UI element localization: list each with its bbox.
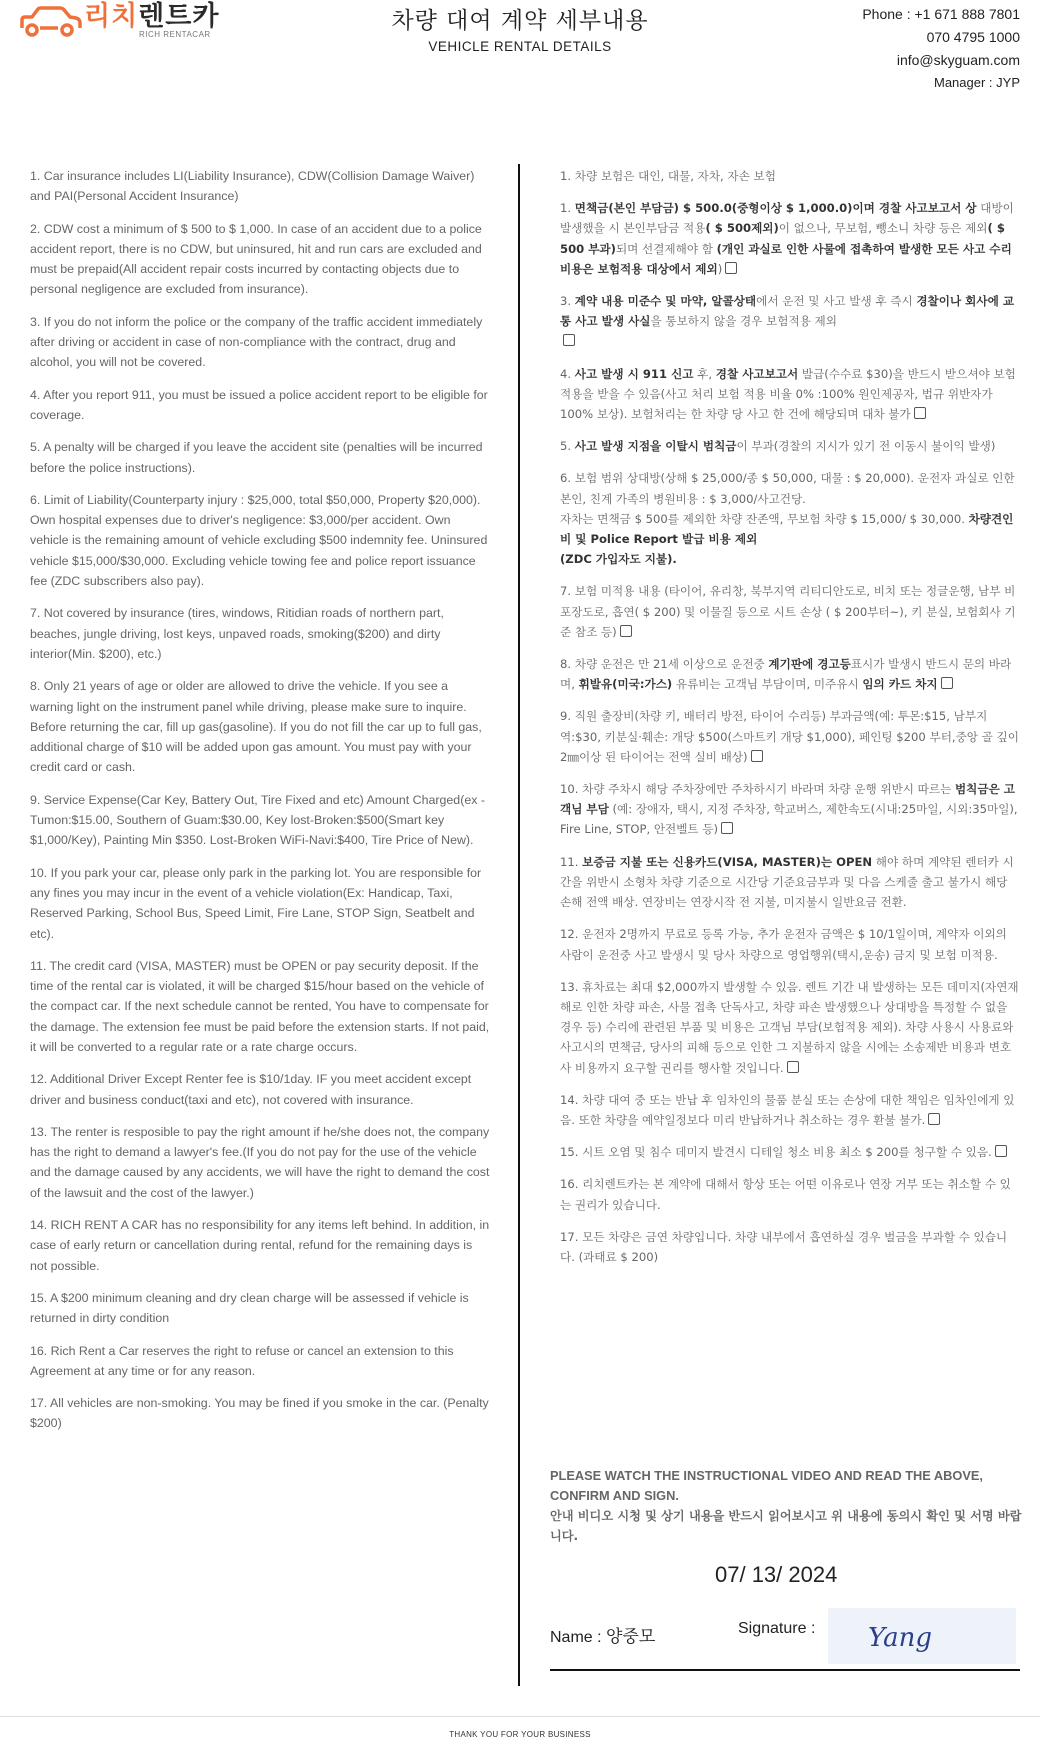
agree-checkbox[interactable]: [721, 822, 733, 834]
term-en-item: 10. If you park your car, please only park in the parking lot. You are responsible for any fines you may incur in the event of a vehicle violation(Ex: Handicap, Taxi, Reserved Parking, School Bus, Speed Limit, Fire Lane, STOP Sign, Seatbelt and etc).: [30, 865, 482, 941]
sign-notice-ko: 안내 비디오 시청 및 상기 내용을 반드시 읽어보시고 위 내용에 동의시 확인 및 서명 바랍니다.: [550, 1509, 1022, 1543]
footer-rule: [0, 1716, 1040, 1717]
term-ko-item: 8. 차량 운전은 만 21세 이상으로 운전중 계기판에 경고등표시가 발생시 반드시 문의 바라며, 휘발유(미국:가스) 유류비는 고객님 부담이며, 미주유시 임의 카드 차지: [560, 657, 1012, 692]
term-en-item: 9. Service Expense(Car Key, Battery Out, Tire Fixed and etc) Amount Charged(ex - Tumon:$15.00, Southern of Guam:$30.00, Key lost-Broken:$500(Smart key $1,000/Key), Painting Min $350. Lost-Broken WiFi-Navi:$400, Tire Price of New).: [30, 792, 485, 848]
agree-checkbox[interactable]: [725, 262, 737, 274]
term-en-item: 5. A penalty will be charged if you leave the accident site (penalties will be incurred before the police instructions).: [30, 440, 483, 475]
signature-label: Signature :: [738, 1620, 816, 1637]
agree-checkbox[interactable]: [563, 334, 575, 346]
sign-notice-en: PLEASE WATCH THE INSTRUCTIONAL VIDEO AND READ THE ABOVE, CONFIRM AND SIGN.: [550, 1468, 983, 1503]
contract-date: 07/ 13/ 2024: [715, 1562, 838, 1587]
term-en-item: 8. Only 21 years of age or older are allowed to drive the vehicle. If you see a warning light on the instrument panel while driving, please make sure to inquire. Before returning the car, fill up gas(gasoline). If you do not fill the car up to full gas, additional charge of $10 will be added upon gas amount. You must pay with your credit card or cash.: [30, 679, 482, 775]
agree-checkbox[interactable]: [787, 1061, 799, 1073]
contact-block: [862, 3, 1020, 93]
contact-manager: Manager : JYP: [934, 75, 1020, 90]
page-title-ko: 차량 대여 계약 세부내용: [391, 8, 649, 34]
term-en-item: 15. A $200 minimum cleaning and dry clean charge will be assessed if vehicle is returned in dirty condition: [30, 1290, 469, 1326]
term-ko-item: 15. 시트 오염 및 침수 데미지 발견시 디테일 청소 비용 최소 $ 200를 청구할 수 있음.: [560, 1142, 1020, 1162]
term-en-item: 13. The renter is resposible to pay the right amount if he/she does not, the company has the right to demand a lawyer's fee.(If you do not pay for the use of the vehicle and the damage caused by any accidents, we will have the right to demand the cost of the lawsuit and the cost of the lawyer.): [30, 1124, 490, 1200]
sign-notice: [550, 1466, 1025, 1546]
brand-name-orange: 리치: [84, 1, 139, 32]
signature-field[interactable]: [828, 1608, 1016, 1664]
signature-image: [828, 1608, 1016, 1664]
term-en-item: 11. The credit card (VISA, MASTER) must be OPEN or pay security deposit. If the time of the rental car is violated, it will be charged $15/hour based on the vehicle of the compact car. If the next schedule cannot be rented, You have to compensate for the damage. The extension fee must be paid before the extension starts. If not paid, it will be converted to a regular rate or a rate charge occurs.: [30, 958, 490, 1054]
term-en-item: 4. After you report 911, you must be issued a police accident report to be eligible for coverage.: [30, 387, 488, 422]
term-ko-item: 3. 계약 내용 미준수 및 마약, 알콜상태에서 운전 및 사고 발생 후 즉시 경찰이나 회사에 교통 사고 발생 사실을 통보하지 않을 경우 보험적용 제외: [560, 291, 1020, 352]
brand-name-en: RICH RENTACAR: [139, 30, 211, 39]
term-en-item: 17. All vehicles are non-smoking. You may be fined if you smoke in the car. (Penalty $200): [30, 1396, 489, 1431]
term-ko-item: 14. 차량 대여 중 또는 반납 후 임차인의 물품 분실 또는 손상에 대한 책임은 임차인에게 있음. 또한 차량을 예약일정보다 미리 반납하거나 취소하는 경우 환불 불가.: [560, 1092, 1015, 1127]
agree-checkbox[interactable]: [620, 625, 632, 637]
contact-phone-2: 070 4795 1000: [926, 29, 1020, 45]
page-title-en: VEHICLE RENTAL DETAILS: [428, 39, 612, 54]
name-value: 양중모: [606, 1627, 656, 1647]
term-ko-item: 11. 보증금 지불 또는 신용카드(VISA, MASTER)는 OPEN 해야 하며 계약된 렌터카 시간을 위반시 소형차 차량 기준으로 시간당 기준요금부과 및 다음 스케줄 출고 불가시 해당 손해 전액 배상. 연장비는 연장시작 전 지불, 미지불시 일반요금 전환.: [560, 854, 1014, 910]
agree-checkbox[interactable]: [751, 750, 763, 762]
agree-checkbox[interactable]: [928, 1113, 940, 1125]
footer-text: THANK YOU FOR YOUR BUSINESS: [449, 1730, 591, 1739]
term-ko-item: 17. 모든 차량은 금연 차량입니다. 차량 내부에서 흡연하실 경우 벌금을 부과할 수 있습니다. (과태료 $ 200): [560, 1229, 1008, 1264]
terms-english: [30, 166, 490, 1446]
term-en-item: 7. Not covered by insurance (tires, windows, Ritidian roads of northern part, beaches, jungle driving, lost keys, unpaved roads, smoking($200) and dirty interior(Min. $200), etc.): [30, 606, 444, 661]
signature-text: Yang: [868, 1623, 933, 1653]
agree-checkbox[interactable]: [941, 677, 953, 689]
term-en-item: 16. Rich Rent a Car reserves the right to refuse or cancel an extension to this Agreement at any time or for any reason.: [30, 1343, 454, 1378]
brand-name-dark: 렌트카: [138, 1, 220, 32]
agree-checkbox[interactable]: [914, 407, 926, 419]
term-en-item: 1. Car insurance includes LI(Liability Insurance), CDW(Collision Damage Waiver) and PAI(Personal Accident Insurance): [30, 169, 475, 204]
column-divider: [518, 164, 520, 1686]
term-ko-item: 7. 보험 미적용 내용 (타이어, 유리창, 북부지역 리티디안도로, 비치 또는 정글운행, 남부 비포장도로, 흡연( $ 200) 및 이물질 등으로 시트 손상 ( $ 200부터~), 키 분실, 보험회사 기준 참조 등): [560, 584, 1016, 639]
term-ko-item: 12. 운전자 2명까지 무료로 등록 가능, 추가 운전자 금액은 $ 10/1일이며, 계약자 이외의 사람이 운전중 사고 발생시 및 당사 차량으로 영업행위(택시,운송) 금지 및 보험 미적용.: [560, 927, 1007, 962]
signature-line: [550, 1669, 1020, 1671]
contact-email: info@skyguam.com: [896, 52, 1020, 68]
terms-korean: [560, 166, 1020, 1279]
term-ko-item: 1. 면책금(본인 부담금) $ 500.0(중형이상 $ 1,000.0)이며 경찰 사고보고서 상 대방이 발생했을 시 본인부담금 적용( $ 500제외)이 없으나, 무보험, 뺑소니 차량 등은 제외( $ 500 부과)되며 선결제해야 함 (개인 과실로 인한 사물에 접촉하여 발생한 모든 사고 수리비용은 보험적용 대상에서 제외): [560, 201, 1014, 276]
agree-checkbox[interactable]: [995, 1145, 1007, 1157]
term-en-item: 14. RICH RENT A CAR has no responsibility for any items left behind. In addition, in case of early return or cancellation during rental, refund for the remaining days is not possible.: [30, 1218, 490, 1273]
contact-phone: Phone : +1 671 888 7801: [862, 6, 1020, 22]
term-ko-item: 13. 휴차료는 최대 $2,000까지 발생할 수 있음. 렌트 기간 내 발생하는 모든 데미지(자연재해로 인한 차량 파손, 사물 접촉 단독사고, 차량 파손 발생했으나 상대방을 특정할 수 없을 경우 등) 수리에 관련된 부품 및 비용은 고객님 부담(보험적용 제외). 차량 사용시 사용료와 사고시의 면책금, 당사의 피해 등으로 인한 그 지불하지 않을 시에는 소송제반 비용과 변호사 비용까지 요구할 권리를 행사할 것입니다.: [560, 979, 1019, 1075]
term-en-item: 2. CDW cost a minimum of $ 500 to $ 1,000. In case of an accident due to a police accident report, there is no CDW, but uninsured, hit and run cars are excluded and must be prepaid(All accident repair costs incurred by contacting objects due to personal negligence are excluded from insurance).: [30, 221, 482, 297]
term-ko-item: 6. 보험 범위 상대방(상해 $ 25,000/종 $ 50,000, 대물 : $ 20,000). 운전자 과실로 인한 본인, 친계 가족의 병원비용 : $ 3,000/사고건당. 자차는 면책금 $ 500를 제외한 차량 잔존액, 무보험 차량 $ 15,000/ $ 30,000. 차량견인비 및 Police Report 발급 비용 제외 (ZDC 가입자도 지불).: [560, 471, 1015, 567]
name-label: Name :: [550, 1629, 607, 1646]
term-ko-item: 5. 사고 발생 지점을 이탈시 범칙금이 부과(경찰의 지시가 있기 전 이동시 불이익 발생): [560, 439, 996, 454]
term-ko-item: 9. 직원 출장비(차량 키, 배터리 방전, 타이어 수리등) 부과금액(예: 투몬:$15, 남부지역:$30, 키분실·훼손: 개당 $500(스마트키 개당 $1,000), 페인팅 $200 부터,중앙 골 깊이 2㎜이상 된 타이어는 전액 실비 배상): [560, 709, 1019, 764]
term-ko-item: 16. 리치렌트카는 본 계약에 대해서 항상 또는 어떤 이유로나 연장 거부 또는 취소할 수 있는 권리가 있습니다.: [560, 1177, 1011, 1212]
renter-name: [550, 1622, 655, 1647]
term-ko-item: 10. 차량 주차시 해당 주차장에만 주차하시기 바라며 차량 운행 위반시 따르는 범칙금은 고객님 부담 (예: 장애자, 택시, 지정 주차장, 학교버스, 제한속도(시내:25마일, 시외:35마일), Fire Line, STOP, 안전벨트 등): [560, 782, 1018, 837]
term-en-item: 6. Limit of Liability(Counterparty injury : $25,000, total $50,000, Property $20,000). Own hospital expenses due to driver's negligence: $3,000/per accident. Own vehicle is the remaining amount of vehicle excluding $500 indemnity fee. Uninsured vehicle $15,000/$30,000. Excluding vehicle towing fee and police report issuance fee (ZDC subscribers also pay).: [30, 492, 488, 589]
term-en-item: 3. If you do not inform the police or the company of the traffic accident immediately after driving or accident in case of non-compliance with the contract, drug and alcohol, you will not be covered.: [30, 314, 483, 370]
term-ko-item: 1. 차량 보험은 대인, 대물, 자차, 자손 보험: [560, 169, 776, 183]
term-en-item: 12. Additional Driver Except Renter fee is $10/1day. IF you meet accident except driver and business conduct(taxi and etc), not covered with insurance.: [30, 1072, 472, 1107]
term-ko-item: 4. 사고 발생 시 911 신고 후, 경찰 사고보고서 발급(수수료 $30)을 반드시 받으셔야 보험 적용을 받을 수 있음(사고 처리 보험 적용 비율 0% :100% 원인제공자, 법규 위반자가 100% 보상). 보험처리는 한 차량 당 사고 한 건에 해당되며 대차 불가: [560, 366, 1016, 422]
